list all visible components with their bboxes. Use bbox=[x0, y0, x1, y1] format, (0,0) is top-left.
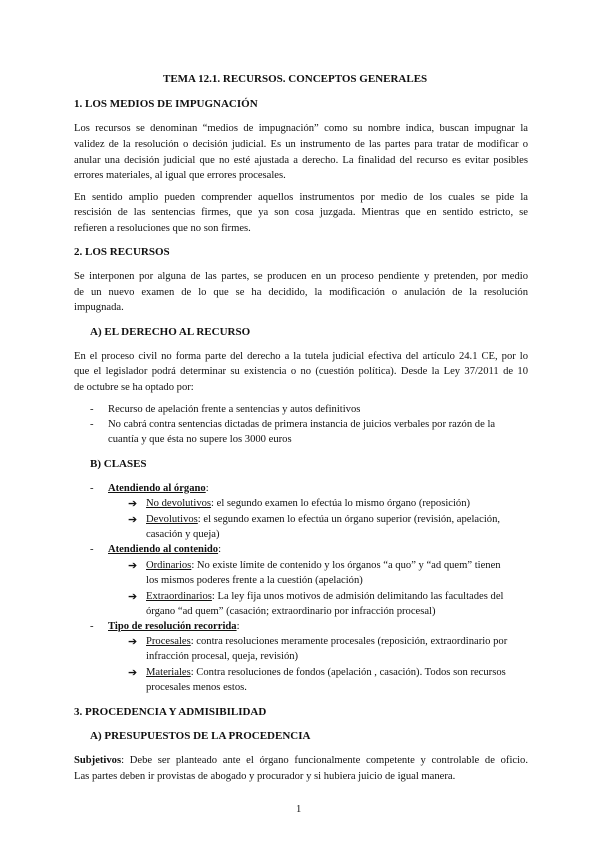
document-title: TEMA 12.1. RECURSOS. CONCEPTOS GENERALES bbox=[163, 73, 428, 85]
paragraph-line: refieren a resoluciones que no son firmes. bbox=[74, 223, 251, 234]
list-item-continuation: casación y queja) bbox=[146, 529, 220, 540]
paragraph-line: de un nuevo examen de lo que se ha decidido, la modificación o anulación de la resolución bbox=[74, 287, 528, 298]
subheading-presupuestos: A) PRESUPUESTOS DE LA PROCEDENCIA bbox=[90, 730, 311, 742]
paragraph-line: errores materiales, al igual que errores procesales. bbox=[74, 170, 286, 181]
list-item-continuation: procesales menos estos. bbox=[146, 682, 247, 693]
bullet-text: cuantía y que ésta no supere los 3000 euros bbox=[108, 434, 292, 445]
group-label: Atendiendo al órgano: bbox=[108, 483, 209, 494]
list-item: Ordinarios: No existe límite de contenido y los órganos “a quo” y “ad quem” tienen bbox=[146, 560, 501, 571]
group-label: Tipo de resolución recorrida: bbox=[108, 621, 240, 632]
subheading-clases: B) CLASES bbox=[90, 458, 147, 470]
list-item: Extraordinarios: La ley fija unos motivos de admisión delimitando las facultades del bbox=[146, 591, 504, 602]
section-heading-procedencia: 3. PROCEDENCIA Y ADMISIBILIDAD bbox=[74, 706, 267, 718]
paragraph-line: anular una decisión judicial que no esté ajustada a derecho. La finalidad del recurso es evitar posibles bbox=[74, 155, 528, 166]
paragraph-line: rescisión de las sentencias firmes, que ya son cosa juzgada. Mientras que en sentido estricto, se bbox=[74, 207, 528, 218]
list-item: Procesales: contra resoluciones meramente procesales (reposición, extraordinario por bbox=[146, 636, 508, 647]
bullet-text: Recurso de apelación frente a sentencias y autos definitivos bbox=[108, 404, 361, 415]
paragraph-line: En sentido amplio pueden comprender aquellos instrumentos por medio de los cuales se pide la bbox=[74, 192, 528, 203]
arrow-icon: ➔ bbox=[128, 591, 138, 603]
arrow-icon: ➔ bbox=[128, 514, 138, 526]
paragraph-line: Las partes deben ir provistas de abogado y procurador y si hubiera juicio de igual manera. bbox=[74, 771, 456, 782]
subheading-derecho-al-recurso: A) EL DERECHO AL RECURSO bbox=[90, 326, 251, 338]
group-dash: - bbox=[90, 483, 94, 494]
list-item: Materiales: Contra resoluciones de fondos (apelación , casación). Todos son recursos bbox=[146, 667, 506, 678]
bullet-text: No cabrá contra sentencias dictadas de primera instancia de juicios verbales por razón de la bbox=[108, 419, 496, 430]
paragraph-line: de octubre se ha optado por: bbox=[74, 382, 194, 393]
paragraph-line: impugnada. bbox=[74, 302, 124, 313]
list-item: Devolutivos: el segundo examen lo efectúa un órgano superior (revisión, apelación, bbox=[146, 514, 501, 525]
group-dash: - bbox=[90, 544, 94, 555]
bullet-dash: - bbox=[90, 419, 94, 430]
paragraph-line: Subjetivos: Debe ser planteado ante el órgano funcionalmente competente y controlable de oficio. bbox=[74, 755, 528, 766]
list-item-continuation: los mismos poderes frente a la cuestión (apelación) bbox=[146, 575, 363, 586]
section-heading-recursos: 2. LOS RECURSOS bbox=[74, 246, 170, 258]
list-item-continuation: infracción procesal, queja, revisión) bbox=[146, 651, 299, 662]
arrow-icon: ➔ bbox=[128, 667, 138, 679]
paragraph-line: Los recursos se denominan “medios de impugnación” como su nombre indica, buscan impugnar la bbox=[74, 123, 528, 134]
list-item: No devolutivos: el segundo examen lo efectúa lo mismo órgano (reposición) bbox=[146, 498, 471, 509]
bullet-dash: - bbox=[90, 404, 94, 415]
paragraph-line: Se interponen por alguna de las partes, se producen en un proceso pendiente y pretenden, por medio bbox=[74, 271, 528, 282]
arrow-icon: ➔ bbox=[128, 560, 138, 572]
arrow-icon: ➔ bbox=[128, 498, 138, 510]
list-item-continuation: órgano “ad quem” (casación; extraordinario por infracción procesal) bbox=[146, 606, 436, 617]
paragraph-line: validez de la resolución o decisión judicial. Es un instrumento de las partes para tratar de modificar o bbox=[74, 139, 528, 150]
arrow-icon: ➔ bbox=[128, 636, 138, 648]
section-heading-medios-impugnacion: 1. LOS MEDIOS DE IMPUGNACIÓN bbox=[74, 98, 258, 110]
paragraph-line: En el proceso civil no forma parte del derecho a la tutela judicial efectiva del artículo 24.1 CE, por lo bbox=[74, 351, 528, 362]
paragraph-line: que el legislador podrá determinar su existencia o no (cuestión política). Desde la Ley 37/2011 de 10 bbox=[74, 366, 528, 377]
group-label: Atendiendo al contenido: bbox=[108, 544, 222, 555]
group-dash: - bbox=[90, 621, 94, 632]
page-number: 1 bbox=[296, 804, 302, 815]
